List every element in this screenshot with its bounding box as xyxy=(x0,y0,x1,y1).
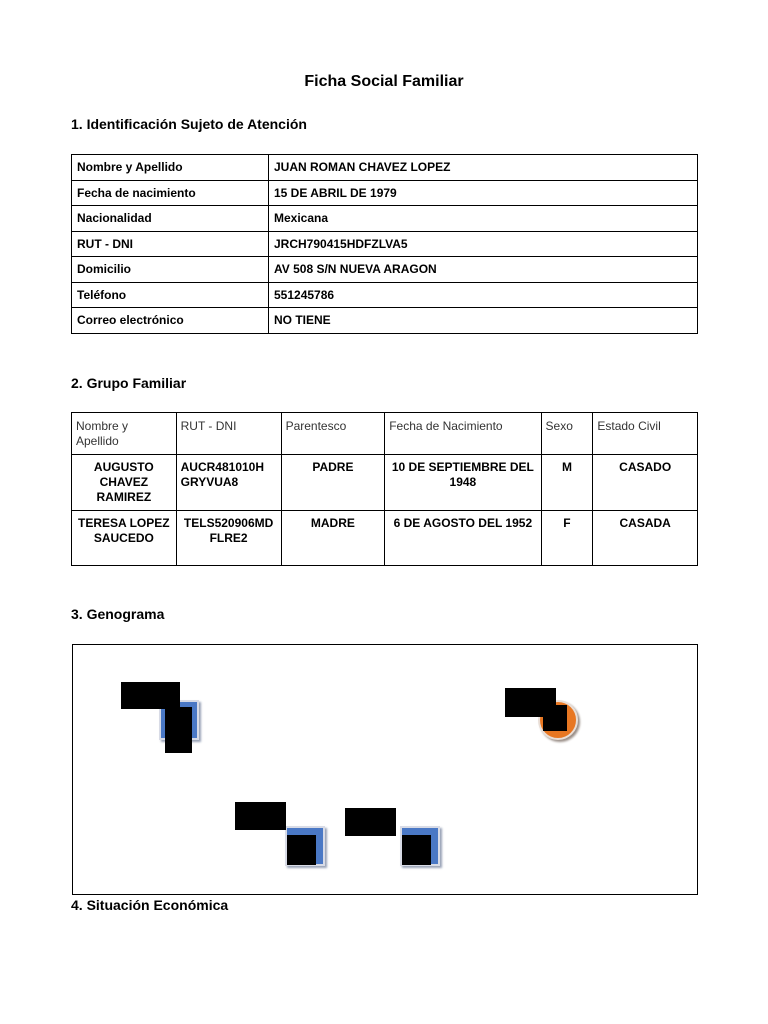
family-group-table xyxy=(71,412,698,566)
redaction-block xyxy=(543,705,567,731)
column-header: Parentesco xyxy=(281,413,385,455)
field-value: 15 DE ABRIL DE 1979 xyxy=(269,180,698,206)
field-value: NO TIENE xyxy=(269,308,698,334)
member-rut: AUCR481010H GRYVUA8 xyxy=(176,455,281,511)
table-row xyxy=(72,282,698,308)
member-birth: 6 DE AGOSTO DEL 1952 xyxy=(385,511,541,566)
member-sex: M xyxy=(541,455,593,511)
table-header-row xyxy=(72,413,698,455)
table-row xyxy=(72,511,698,566)
table-row xyxy=(72,231,698,257)
member-relation: MADRE xyxy=(281,511,385,566)
member-sex: F xyxy=(541,511,593,566)
table-row xyxy=(72,206,698,232)
member-civil-status: CASADO xyxy=(593,455,698,511)
section-family-heading: 2. Grupo Familiar xyxy=(71,375,187,391)
field-value: JRCH790415HDFZLVA5 xyxy=(269,231,698,257)
redaction-block xyxy=(287,835,316,865)
column-header: Sexo xyxy=(541,413,593,455)
field-label: Nacionalidad xyxy=(72,206,269,232)
section-genogram-heading: 3. Genograma xyxy=(71,606,165,622)
column-header: Estado Civil xyxy=(593,413,698,455)
genogram-frame xyxy=(72,644,698,895)
field-value: 551245786 xyxy=(269,282,698,308)
table-row xyxy=(72,180,698,206)
redaction-block xyxy=(345,808,396,836)
document-title: Ficha Social Familiar xyxy=(304,73,464,90)
member-birth: 10 DE SEPTIEMBRE DEL 1948 xyxy=(385,455,541,511)
field-label: Correo electrónico xyxy=(72,308,269,334)
table-row xyxy=(72,257,698,283)
field-label: Domicilio xyxy=(72,257,269,283)
column-header: Fecha de Nacimiento xyxy=(385,413,541,455)
field-value: Mexicana xyxy=(269,206,698,232)
section-economic-heading: 4. Situación Económica xyxy=(71,897,229,913)
identification-table xyxy=(71,154,698,334)
redaction-block xyxy=(121,682,180,709)
field-label: RUT - DNI xyxy=(72,231,269,257)
table-row xyxy=(72,455,698,511)
table-row xyxy=(72,155,698,181)
member-name: TERESA LOPEZ SAUCEDO xyxy=(72,511,177,566)
field-label: Fecha de nacimiento xyxy=(72,180,269,206)
redaction-block xyxy=(402,835,431,865)
member-rut: TELS520906MD FLRE2 xyxy=(176,511,281,566)
column-header: RUT - DNI xyxy=(176,413,281,455)
table-row xyxy=(72,308,698,334)
redaction-block xyxy=(165,707,192,753)
column-header: Nombre y Apellido xyxy=(72,413,177,455)
member-civil-status: CASADA xyxy=(593,511,698,566)
field-value: JUAN ROMAN CHAVEZ LOPEZ xyxy=(269,155,698,181)
field-label: Nombre y Apellido xyxy=(72,155,269,181)
redaction-block xyxy=(235,802,286,830)
field-value: AV 508 S/N NUEVA ARAGON xyxy=(269,257,698,283)
section-identification-heading: 1. Identificación Sujeto de Atención xyxy=(71,116,307,132)
field-label: Teléfono xyxy=(72,282,269,308)
member-name: AUGUSTO CHAVEZ RAMIREZ xyxy=(72,455,177,511)
member-relation: PADRE xyxy=(281,455,385,511)
